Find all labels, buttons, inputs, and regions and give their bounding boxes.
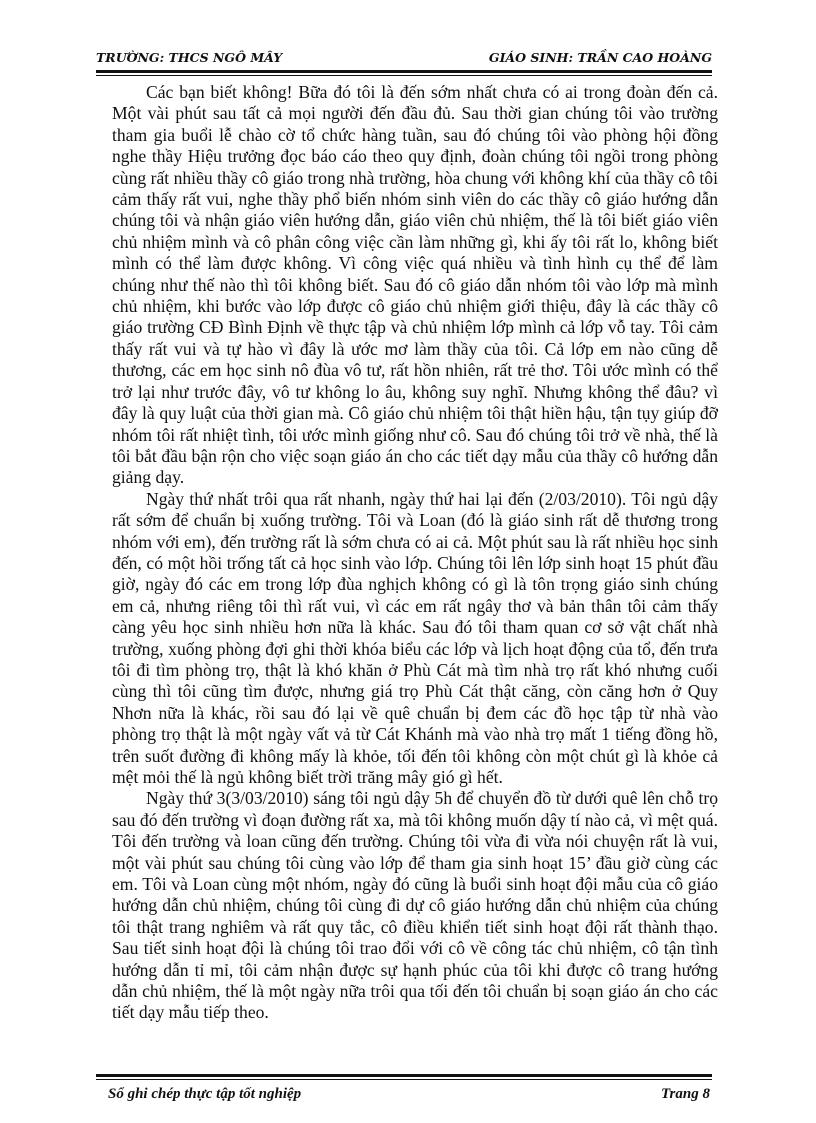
footer-rule-thin: [96, 1079, 712, 1080]
page-header: [96, 50, 712, 70]
paragraph-3: Ngày thứ 3(3/03/2010) sáng tôi ngủ dậy 5h để chuyển đồ từ dưới quê lên chỗ trọ sau đó đến trường vì đoạn đường rất xa, mà tôi không muốn dậy tí nào cả, vì mệt quá. Tôi đến trường và loan cũng đến trường. Chúng tôi vừa đi vừa nói chuyện rất là vui, một vài phút sau chúng tôi cùng vào lớp để tham gia sinh hoạt 15’ đầu giờ cùng các em. Tôi và Loan cùng một nhóm, ngày đó cũng là buổi sinh hoạt đội mẫu của cô giáo hướng dẫn chủ nhiệm, chúng tôi cùng đi dự cô giáo hướng dẫn chủ nhiệm của chúng tôi thật trang nghiêm và rất quy tắc, cô điều khiển tiết sinh hoạt đội rất thành thạo. Sau tiết sinh hoạt đội là chúng tôi trao đổi với cô về công tác chủ nhiệm, cô tận tình hướng dẫn tỉ mỉ, tôi cảm nhận được sự hạnh phúc của tôi khi được cô trang hướng dẫn chủ nhiệm, thế là một ngày nữa trôi qua tối đến tôi chuẩn bị soạn giáo án cho các tiết dạy mẫu tiếp theo.: [112, 788, 718, 1023]
header-rule-thick: [96, 70, 712, 73]
school-name: TRƯỜNG: THCS NGÔ MÂY: [96, 50, 283, 65]
footer-rule-thick: [96, 1074, 712, 1077]
student-teacher-name: GIÁO SINH: TRẦN CAO HOÀNG: [488, 50, 712, 65]
page-footer: [108, 1086, 710, 1106]
footer-title: Sổ ghi chép thực tập tốt nghiệp: [108, 1086, 302, 1102]
header-rule-thin: [96, 75, 712, 76]
body-text: [112, 82, 718, 1024]
paragraph-1: Các bạn biết không! Bữa đó tôi là đến sớm nhất chưa có ai trong đoàn đến cả. Một vài phút sau tất cả mọi người đến đầu đủ. Sau thời gian chúng tôi vào trường tham gia buổi lễ chào cờ tổ chức hàng tuần, sau đó chúng tôi vào phòng hội đồng nghe thầy Hiệu trưởng đọc báo cáo theo quy định, đoàn chúng tôi ngồi trong phòng cùng rất nhiều thầy cô giáo trong nhà trường, hòa chung với không khí của thầy cô tôi cảm thấy rất vui, nghe thầy phổ biến nhóm sinh viên do các thầy cô giáo hướng dẫn chúng tôi và nhận giáo viên hướng dẫn, giáo viên chủ nhiệm, thế là tôi biết giáo viên chủ nhiệm mình và cô phân công việc cần làm những gì, khi ấy tôi rất lo, không biết mình có thể làm được không. Vì công việc quá nhiều và tình hình cụ thể để làm chúng như thế nào thì tôi không biết. Sau đó cô giáo dẫn nhóm tôi vào lớp mà mình chủ nhiệm, khi bước vào lớp được cô giáo chủ nhiệm giới thiệu, đây là các thầy cô giáo trường CĐ Bình Định về thực tập và chủ nhiệm lớp mình cả lớp vỗ tay. Tôi cảm thấy rất vui và tự hào vì đây là ước mơ làm thầy của tôi. Cả lớp em nào cũng dễ thương, các em học sinh nô đùa vô tư, rất hồn nhiên, rất trẻ thơ. Tôi ước mình có thể trở lại như trước đây, vô tư không lo âu, không suy nghĩ. Nhưng không thể đâu? vì đây là quy luật của thời gian mà. Cô giáo chủ nhiệm tôi thật hiền hậu, tận tụy giúp đỡ nhóm tôi rất nhiệt tình, tôi ước mình giống như cô. Sau đó chúng tôi trở về nhà, thế là tôi bắt đầu bận rộn cho việc soạn giáo án cho các tiết dạy mẫu của thầy cô hướng dẫn giảng dạy.: [112, 82, 718, 488]
paragraph-2: Ngày thứ nhất trôi qua rất nhanh, ngày thứ hai lại đến (2/03/2010). Tôi ngủ dậy rất sớm để chuẩn bị xuống trường. Tôi và Loan (đó là giáo sinh rất dễ thương trong nhóm với em), đến trường rất là sớm chưa có ai cả. Một phút sau là rất nhiều học sinh đến, có một hồi trống tất cả học sinh vào lớp. Chúng tôi lên lớp sinh hoạt 15 phút đầu giờ, ngày đó các em trong lớp đùa nghịch không có gì là tôn trọng giáo sinh chúng em cả, nhưng riêng tôi thì rất vui, vì các em rất ngây thơ và bản thân tôi cảm thấy càng yêu học sinh nhiều hơn nữa là khác. Sau đó tôi tham quan cơ sở vật chất nhà trường, xuống phòng đợi ghi thời khóa biểu các lớp và lịch hoạt động của tổ, đến trưa tôi đi tìm phòng trọ, thật là khó khăn ở Phù Cát mà tìm nhà trọ rất khó nhưng cuối cùng thì tôi cũng tìm được, nhưng giá trọ Phù Cát thật căng, còn căng hơn ở Quy Nhơn nữa là khác, rồi sau đó lại về quê chuẩn bị đem các đồ học tập từ nhà vào phòng trọ thật là một ngày vất vả từ Cát Khánh mà vào nhà trọ mất 1 tiếng đồng hồ, trên suốt đường đi không mấy là khỏe, tối đến tôi không còn một chút gì là khỏe cả mệt mỏi thế là ngủ không biết trời trăng mây gió gì hết.: [112, 488, 718, 787]
page-number: Trang 8: [660, 1086, 710, 1102]
